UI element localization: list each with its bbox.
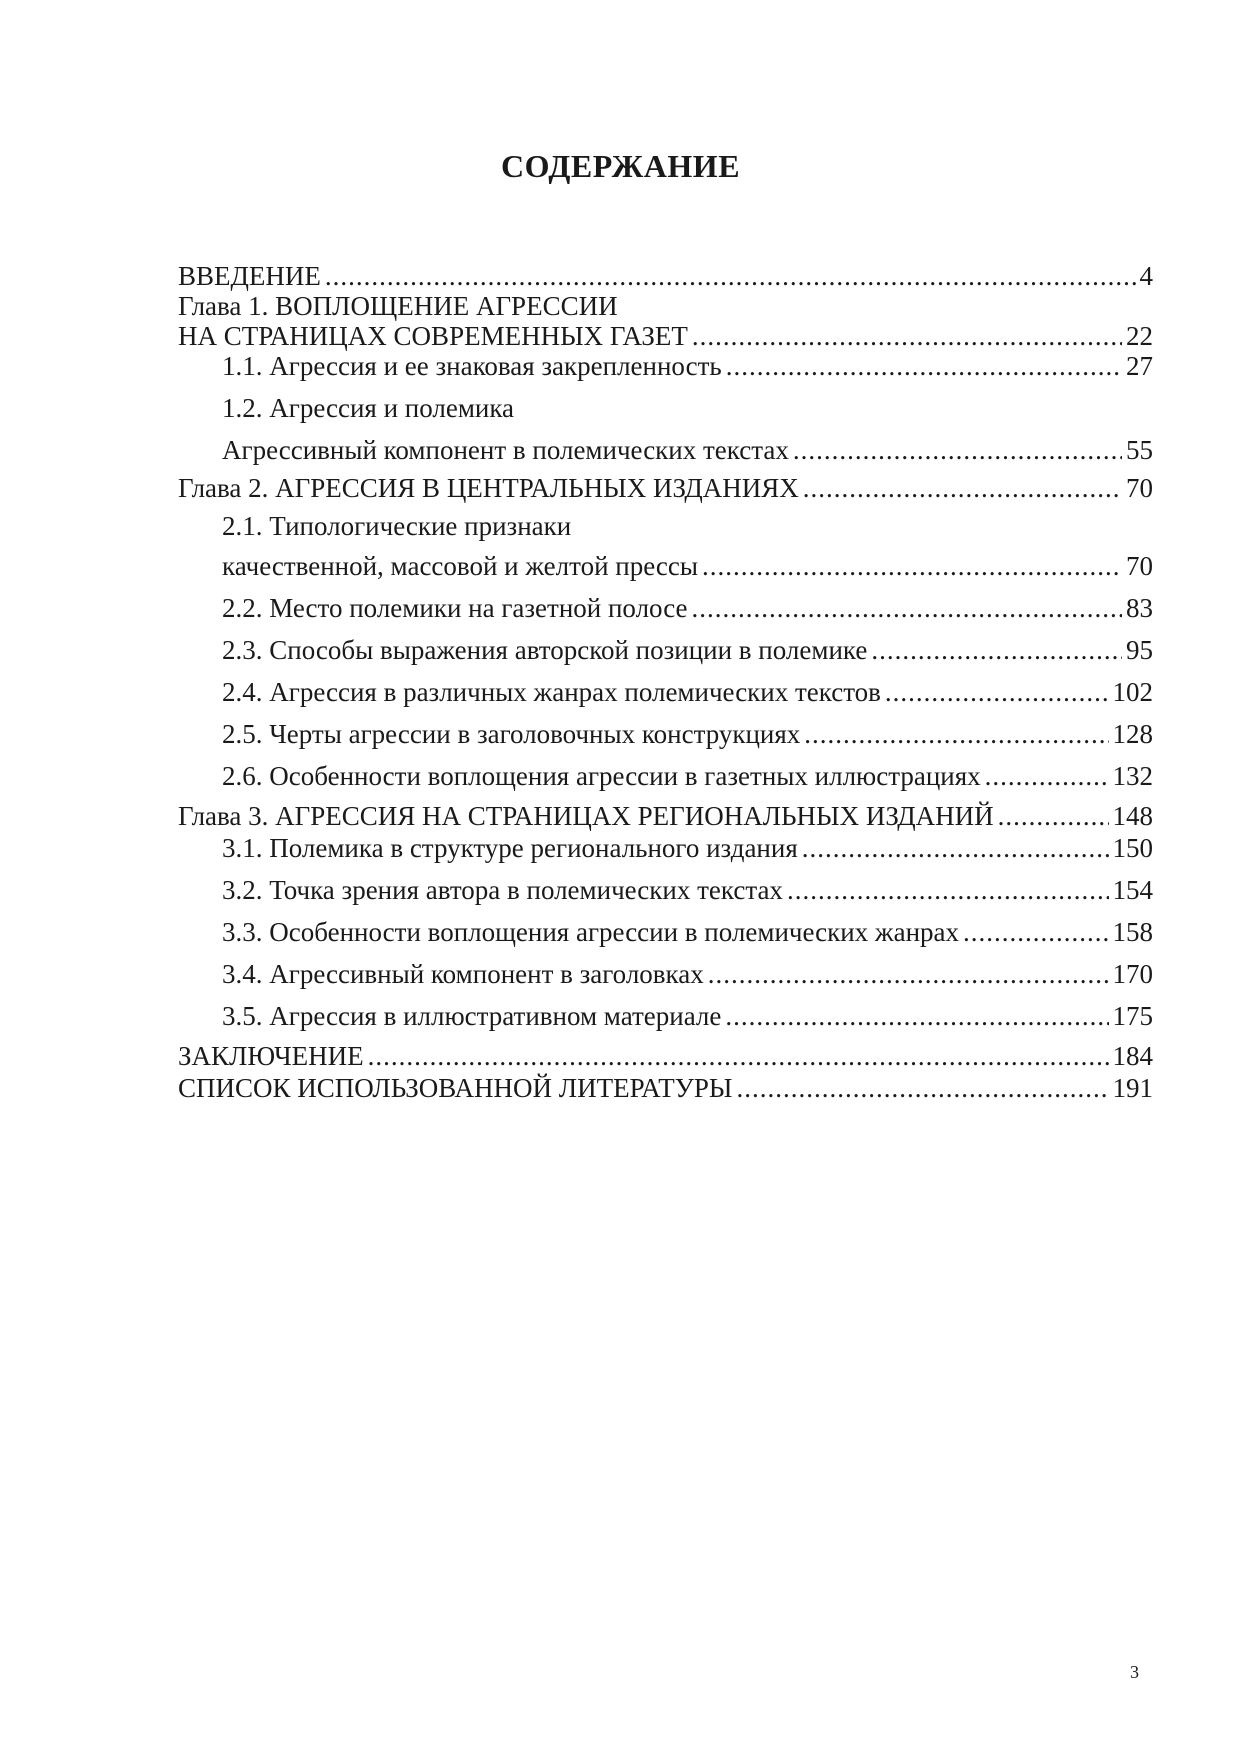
toc-entry-page: 95 — [1126, 635, 1153, 665]
toc-entry-label: Глава 2. АГРЕССИЯ В ЦЕНТРАЛЬНЫХ ИЗДАНИЯХ — [178, 473, 799, 503]
toc-entry-label: Агрессивный компонент в полемических текстах — [222, 435, 789, 465]
toc-entry-section-3-1[interactable] — [222, 830, 1153, 866]
toc-entry-page: 175 — [1112, 1001, 1153, 1031]
toc-entry-section-2-4[interactable] — [222, 674, 1153, 710]
toc-entry-section-2-5[interactable] — [222, 716, 1153, 752]
toc-entry-label: ЗАКЛЮЧЕНИЕ — [178, 1041, 364, 1071]
toc-entry-label: 3.5. Агрессия в иллюстративном материале — [222, 1001, 722, 1031]
toc-entry-section-3-5[interactable] — [222, 998, 1153, 1034]
toc-entry-label: 2.5. Черты агрессии в заголовочных конструкциях — [222, 719, 801, 749]
dot-leader — [802, 830, 1109, 866]
toc-entry-section-1-2[interactable] — [222, 432, 1153, 468]
toc-entry-page: 128 — [1112, 719, 1153, 749]
toc-entry-page: 154 — [1112, 875, 1153, 905]
dot-leader — [368, 1038, 1109, 1074]
toc-entry-label: 3.3. Особенности воплощения агрессии в полемических жанрах — [222, 917, 960, 947]
dot-leader — [702, 548, 1122, 584]
toc-entry-section-3-3[interactable] — [222, 914, 1153, 950]
toc-entry-label: Глава 1. ВОПЛОЩЕНИЕ АГРЕССИИ — [178, 291, 618, 321]
toc-entry-page: 191 — [1112, 1073, 1153, 1103]
toc-entry-label: качественной, массовой и желтой прессы — [222, 551, 698, 581]
dot-leader — [726, 348, 1122, 384]
toc-entry-section-3-2[interactable] — [222, 872, 1153, 908]
toc-entry-label: 1.2. Агрессия и полемика — [222, 393, 515, 423]
toc-entry-section-2-1-line-1[interactable] — [222, 508, 1153, 544]
dot-leader — [871, 632, 1122, 668]
dot-leader — [885, 674, 1109, 710]
toc-entry-label: СПИСОК ИСПОЛЬЗОВАННОЙ ЛИТЕРАТУРЫ — [178, 1073, 733, 1103]
toc-entry-label: 1.1. Агрессия и ее знаковая закрепленность — [222, 351, 722, 381]
toc-entry-label: 2.2. Место полемики на газетной полосе — [222, 593, 688, 623]
toc-entry-label: 2.6. Особенности воплощения агрессии в газетных иллюстрациях — [222, 761, 981, 791]
dot-leader — [708, 956, 1109, 992]
toc-entry-page: 184 — [1112, 1041, 1153, 1071]
toc-entry-conclusion[interactable] — [178, 1038, 1153, 1074]
toc-entry-page: 170 — [1112, 959, 1153, 989]
toc-entry-label: 2.4. Агрессия в различных жанрах полемических текстов — [222, 677, 881, 707]
dot-leader — [803, 470, 1122, 506]
toc-entry-page: 83 — [1126, 593, 1153, 623]
dot-leader — [998, 798, 1109, 834]
toc-entry-page: 70 — [1126, 551, 1153, 581]
toc-entry-page: 102 — [1112, 677, 1153, 707]
toc-entry-section-2-3[interactable] — [222, 632, 1153, 668]
toc-entry-page: 22 — [1126, 321, 1153, 351]
toc-entry-section-1-1[interactable] — [222, 348, 1153, 384]
toc-entry-page: 148 — [1112, 801, 1153, 831]
dot-leader — [963, 914, 1108, 950]
toc-entry-section-1-2-line-1[interactable] — [222, 390, 1153, 426]
toc-entry-page: 27 — [1126, 351, 1153, 381]
page-title: СОДЕРЖАНИЕ — [500, 148, 741, 184]
toc-entry-section-2-6[interactable] — [222, 758, 1153, 794]
toc-entry-label: 2.3. Способы выражения авторской позиции в полемике — [222, 635, 868, 665]
dot-leader — [736, 1070, 1108, 1106]
toc-entry-label: 3.1. Полемика в структуре регионального издания — [222, 833, 798, 863]
toc-entry-page: 4 — [1139, 261, 1153, 291]
toc-entry-section-2-2[interactable] — [222, 590, 1153, 626]
dot-leader — [985, 758, 1109, 794]
toc-entry-section-2-1[interactable] — [222, 548, 1153, 584]
toc-entry-page: 55 — [1126, 435, 1153, 465]
dot-leader — [793, 432, 1122, 468]
dot-leader — [804, 716, 1108, 752]
dot-leader — [725, 998, 1108, 1034]
toc-entry-chapter-3[interactable] — [178, 798, 1153, 834]
toc-entry-chapter-2[interactable] — [178, 470, 1153, 506]
toc-entry-page: 132 — [1112, 761, 1153, 791]
toc-entry-label: 3.2. Точка зрения автора в полемических текстах — [222, 875, 783, 905]
toc-entry-label: Глава 3. АГРЕССИЯ НА СТРАНИЦАХ РЕГИОНАЛЬНЫХ ИЗДАНИЙ — [178, 801, 994, 831]
toc-entry-section-3-4[interactable] — [222, 956, 1153, 992]
page-number: 3 — [1130, 1662, 1139, 1682]
dot-leader — [692, 590, 1122, 626]
toc-entry-label: ВВЕДЕНИЕ — [178, 261, 321, 291]
toc-entry-page: 70 — [1126, 473, 1153, 503]
toc-entry-bibliography[interactable] — [178, 1070, 1153, 1106]
toc-entry-page: 158 — [1112, 917, 1153, 947]
toc-entry-label: 3.4. Агрессивный компонент в заголовках — [222, 959, 704, 989]
toc-entry-label: НА СТРАНИЦАХ СОВРЕМЕННЫХ ГАЗЕТ — [178, 321, 688, 351]
dot-leader — [787, 872, 1109, 908]
toc-entry-label: 2.1. Типологические признаки — [222, 511, 572, 541]
toc-entry-page: 150 — [1112, 833, 1153, 863]
